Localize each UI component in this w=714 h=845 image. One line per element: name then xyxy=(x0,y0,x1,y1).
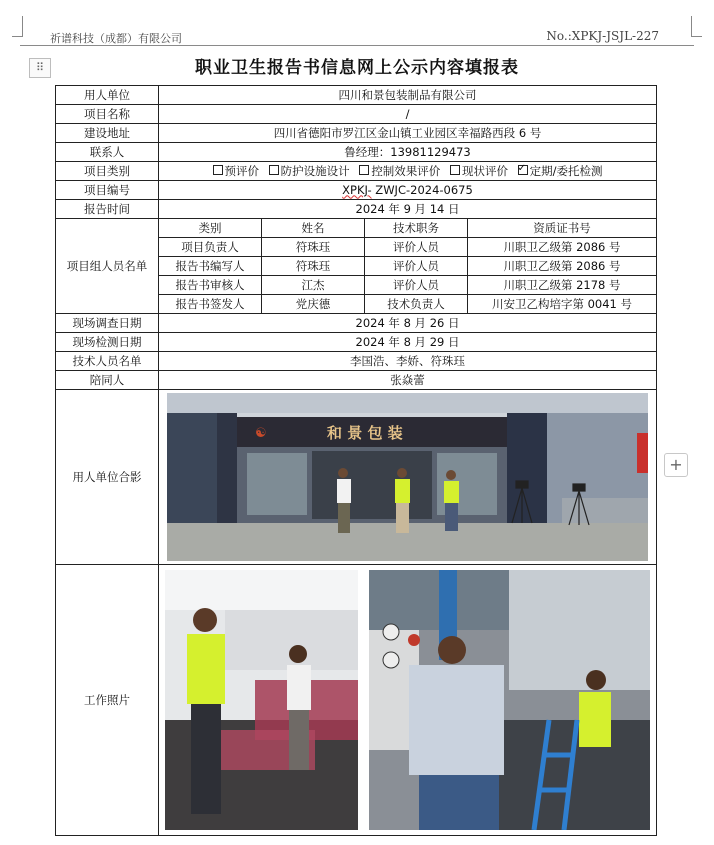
team-cell-role: 报告书签发人 xyxy=(159,295,262,314)
category-option-periodic-test[interactable]: ✓ 定期/委托检测 xyxy=(518,164,603,178)
survey-date-value[interactable]: 2024 年 8 月 26 日 xyxy=(159,314,657,333)
work-photo-right-image xyxy=(369,570,650,830)
project-no-value[interactable]: XPKJ- ZWJC-2024-0675 xyxy=(159,181,657,200)
team-header-row xyxy=(56,219,657,238)
team-cell-name[interactable]: 符珠珏 xyxy=(262,238,365,257)
escort-label: 陪同人 xyxy=(56,371,159,390)
row-employer xyxy=(56,86,657,105)
team-cell-role: 报告书审核人 xyxy=(159,276,262,295)
work-photo-left-image xyxy=(165,570,358,830)
crop-mark-top-left xyxy=(12,16,23,37)
employer-label: 用人单位 xyxy=(56,86,159,105)
header-company: 祈谱科技（成都）有限公司 xyxy=(50,32,182,45)
row-work-photos xyxy=(56,565,657,836)
project-name-label: 项目名称 xyxy=(56,105,159,124)
team-cell-cert[interactable]: 川安卫乙构培字第 0041 号 xyxy=(468,295,657,314)
checkbox-icon[interactable] xyxy=(213,165,223,175)
project-no-label: 项目编号 xyxy=(56,181,159,200)
team-header-name: 姓名 xyxy=(262,219,365,238)
address-label: 建设地址 xyxy=(56,124,159,143)
group-photo-image xyxy=(167,393,648,561)
address-value[interactable]: 四川省德阳市罗江区金山镇工业园区幸福路西段 6 号 xyxy=(159,124,657,143)
row-test-date xyxy=(56,333,657,352)
category-options xyxy=(159,162,657,181)
row-category xyxy=(56,162,657,181)
test-date-label: 现场检测日期 xyxy=(56,333,159,352)
row-report-time xyxy=(56,200,657,219)
row-escort xyxy=(56,371,657,390)
group-photo-label: 用人单位合影 xyxy=(56,390,159,565)
worker-vest-right xyxy=(579,692,611,747)
work-photos-row xyxy=(159,570,656,830)
row-project-name xyxy=(56,105,657,124)
team-cell-role: 项目负责人 xyxy=(159,238,262,257)
team-cell-cert[interactable]: 川职卫乙级第 2178 号 xyxy=(468,276,657,295)
work-photo-left[interactable] xyxy=(165,570,358,830)
work-photo-right[interactable] xyxy=(369,570,650,830)
add-row-button[interactable]: + xyxy=(664,453,688,477)
checkbox-icon[interactable] xyxy=(359,165,369,175)
header-rule xyxy=(20,45,694,46)
escort-value[interactable]: 张焱蕾 xyxy=(159,371,657,390)
team-cell-title[interactable]: 技术负责人 xyxy=(365,295,468,314)
group-photo-cell xyxy=(159,390,657,565)
row-technicians xyxy=(56,352,657,371)
report-time-value[interactable]: 2024 年 9 月 14 日 xyxy=(159,200,657,219)
report-time-label: 报告时间 xyxy=(56,200,159,219)
project-name-value[interactable]: / xyxy=(159,105,657,124)
team-cell-name[interactable]: 江杰 xyxy=(262,276,365,295)
team-cell-cert[interactable]: 川职卫乙级第 2086 号 xyxy=(468,238,657,257)
test-date-value[interactable]: 2024 年 8 月 29 日 xyxy=(159,333,657,352)
team-cell-cert[interactable]: 川职卫乙级第 2086 号 xyxy=(468,257,657,276)
crop-mark-top-right xyxy=(691,16,702,37)
contact-value[interactable]: 鲁经理：13981129473 xyxy=(159,143,657,162)
row-contact xyxy=(56,143,657,162)
technicians-label: 技术人员名单 xyxy=(56,352,159,371)
group-photo[interactable] xyxy=(167,393,648,561)
storefront-sign-text: 和 景 包 装 xyxy=(327,424,403,442)
category-option-control-effect[interactable]: 控制效果评价 xyxy=(359,164,440,178)
checkbox-checked-icon[interactable] xyxy=(518,165,528,175)
disclosure-form-table xyxy=(55,85,657,836)
team-header-cert: 资质证书号 xyxy=(468,219,657,238)
team-cell-title[interactable]: 评价人员 xyxy=(365,257,468,276)
team-cell-title[interactable]: 评价人员 xyxy=(365,276,468,295)
row-address xyxy=(56,124,657,143)
svg-text:☯: ☯ xyxy=(255,426,267,441)
category-option-facility-design[interactable]: 防护设施设计 xyxy=(269,164,350,178)
work-photos-cell xyxy=(159,565,657,836)
worker-vest xyxy=(187,634,225,704)
team-header-category: 类别 xyxy=(159,219,262,238)
survey-date-label: 现场调查日期 xyxy=(56,314,159,333)
category-option-pre-eval[interactable]: 预评价 xyxy=(213,164,260,178)
page-title: 职业卫生报告书信息网上公示内容填报表 xyxy=(195,58,519,78)
category-label: 项目类别 xyxy=(56,162,159,181)
team-cell-name[interactable]: 党庆德 xyxy=(262,295,365,314)
team-label: 项目组人员名单 xyxy=(56,219,159,314)
team-cell-name[interactable]: 符珠珏 xyxy=(262,257,365,276)
contact-label: 联系人 xyxy=(56,143,159,162)
worker-shirt xyxy=(409,665,504,775)
checkbox-icon[interactable] xyxy=(450,165,460,175)
row-project-no xyxy=(56,181,657,200)
team-header-title: 技术职务 xyxy=(365,219,468,238)
table-drag-handle-icon[interactable]: ⠿ xyxy=(29,58,51,78)
team-cell-role: 报告书编写人 xyxy=(159,257,262,276)
row-survey-date xyxy=(56,314,657,333)
team-cell-title[interactable]: 评价人员 xyxy=(365,238,468,257)
header-doc-number: No.:XPKJ-JSJL-227 xyxy=(546,29,659,43)
checkbox-icon[interactable] xyxy=(269,165,279,175)
technicians-value[interactable]: 李国浩、李娇、符珠珏 xyxy=(159,352,657,371)
work-photos-label: 工作照片 xyxy=(56,565,159,836)
employer-value[interactable]: 四川和景包装制品有限公司 xyxy=(159,86,657,105)
category-option-status-eval[interactable]: 现状评价 xyxy=(450,164,508,178)
row-group-photo xyxy=(56,390,657,565)
